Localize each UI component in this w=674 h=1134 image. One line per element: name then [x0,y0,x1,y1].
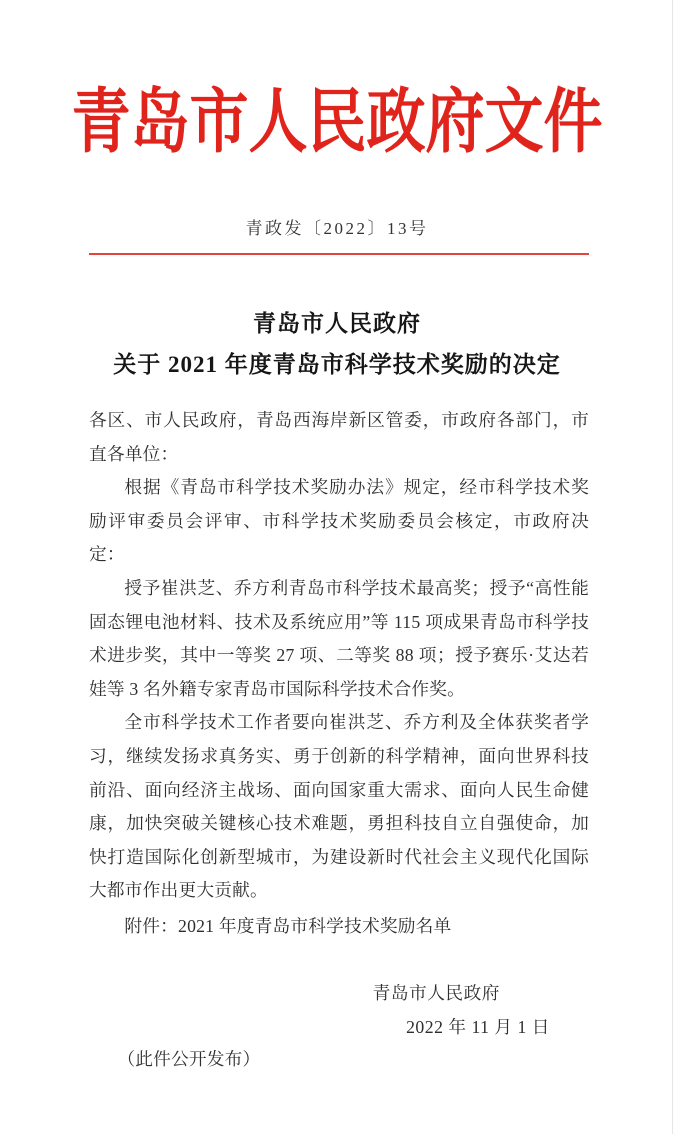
paragraph-awards: 授予崔洪芝、乔方利青岛市科学技术最高奖；授予“高性能固态锂电池材料、技术及系统应用”等 115 项成果青岛市科学技术进步奖，其中一等奖 27 项、二等奖 88 项；授予赛乐·艾达若娃等 3 名外籍专家青岛市国际科学技术合作奖。 [89,577,589,699]
doc-number: 青政发〔2022〕13号 [245,219,429,238]
paragraph-exhortation: 全市科学技术工作者要向崔洪芝、乔方利及全体获奖者学习，继续发扬求真务实、勇于创新的科学精神，面向世界科技前沿、面向经济主战场、面向国家重大需求、面向人民生命健康，加快突破关键核心技术难题，勇担科技自立自强使命，加快打造国际化创新型城市，为建设新时代社会主义现代化国际大都市作出更大贡献。 [89,712,589,901]
scan-edge-line [672,0,673,1134]
paragraph-salutation: 各区、市人民政府，青岛西海岸新区管委，市政府各部门，市直各单位： [89,410,589,464]
document-title [0,303,674,385]
red-header-title: 青岛市人民政府文件 [71,83,603,161]
document-title-line2: 关于 2021 年度青岛市科学技术奖励的决定 [113,352,561,377]
issuer-signature: 青岛市人民政府 [372,983,500,1003]
paragraph-basis: 根据《青岛市科学技术奖励办法》规定，经市科学技术奖励评审委员会评审、市科学技术奖励委员会核定，市政府决定： [89,477,589,565]
issue-date: 2022 年 11 月 1 日 [406,1017,550,1037]
document-title-line1: 青岛市人民政府 [253,311,421,336]
public-release-note: （此件公开发布） [117,1049,261,1069]
document-body [89,404,589,908]
red-divider-line [89,253,589,255]
attachment-line: 附件：2021 年度青岛市科学技术奖励名单 [124,916,452,936]
